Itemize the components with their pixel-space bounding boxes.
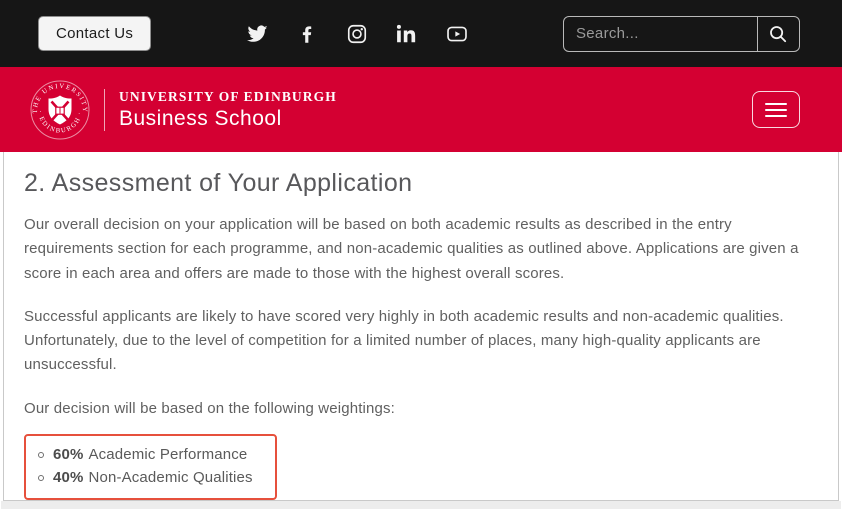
youtube-icon[interactable]: [446, 23, 468, 45]
crest-text-top: THE UNIVERSITY: [31, 82, 89, 113]
brand-banner: [0, 67, 842, 152]
university-logo[interactable]: [30, 80, 337, 140]
paragraph-weightings-intro: Our decision will be based on the following weightings:: [24, 399, 395, 417]
main-content: [3, 152, 839, 501]
circle-bullet-icon: [38, 452, 44, 458]
contact-us-button[interactable]: Contact Us: [38, 16, 151, 51]
twitter-icon[interactable]: [246, 23, 268, 45]
search-input[interactable]: [564, 17, 757, 51]
logo-divider: [104, 89, 105, 131]
paragraph-successful-applicants: Successful applicants are likely to have scored very highly in both academic results and non-academic qualities. Unfortunately, due to the level of competition for a limited number of places, many high-quality applicants are unsuccessful.: [24, 307, 784, 374]
logo-wordmark: [119, 89, 337, 131]
weighting-label: Academic Performance: [88, 446, 248, 464]
list-item: [36, 443, 253, 466]
social-links: [246, 23, 468, 45]
page-title: 2. Assessment of Your Application: [24, 169, 413, 197]
list-item: [36, 466, 253, 489]
linkedin-icon[interactable]: [396, 23, 418, 45]
weighting-percent: 60%: [53, 446, 84, 464]
instagram-icon[interactable]: [346, 23, 368, 45]
weighting-label: Non-Academic Qualities: [88, 469, 253, 487]
search-submit-button[interactable]: [757, 17, 799, 51]
top-utility-bar: [0, 0, 842, 67]
weighting-percent: 40%: [53, 469, 84, 487]
school-name: Business School: [119, 106, 282, 130]
menu-toggle-button[interactable]: [752, 91, 800, 128]
circle-bullet-icon: [38, 475, 44, 481]
university-crest-icon: [30, 80, 90, 140]
page-bottom-divider: [1, 501, 841, 509]
university-name: UNIVERSITY OF EDINBURGH: [119, 88, 337, 104]
site-search: [563, 16, 800, 52]
weightings-highlight-box: [24, 434, 277, 500]
weightings-list: [36, 443, 253, 490]
crest-text-bottom: · EDINBURGH ·: [36, 109, 84, 135]
hamburger-icon: [765, 103, 787, 105]
search-icon: [768, 24, 788, 44]
facebook-icon[interactable]: [296, 23, 318, 45]
paragraph-overall-decision: Our overall decision on your application will be based on both academic results as described in the entry requirements section for each programme, and non-academic qualities as outlined above. Applications are given a score in each area and offers are made to those with the highest overall scores.: [24, 216, 799, 282]
